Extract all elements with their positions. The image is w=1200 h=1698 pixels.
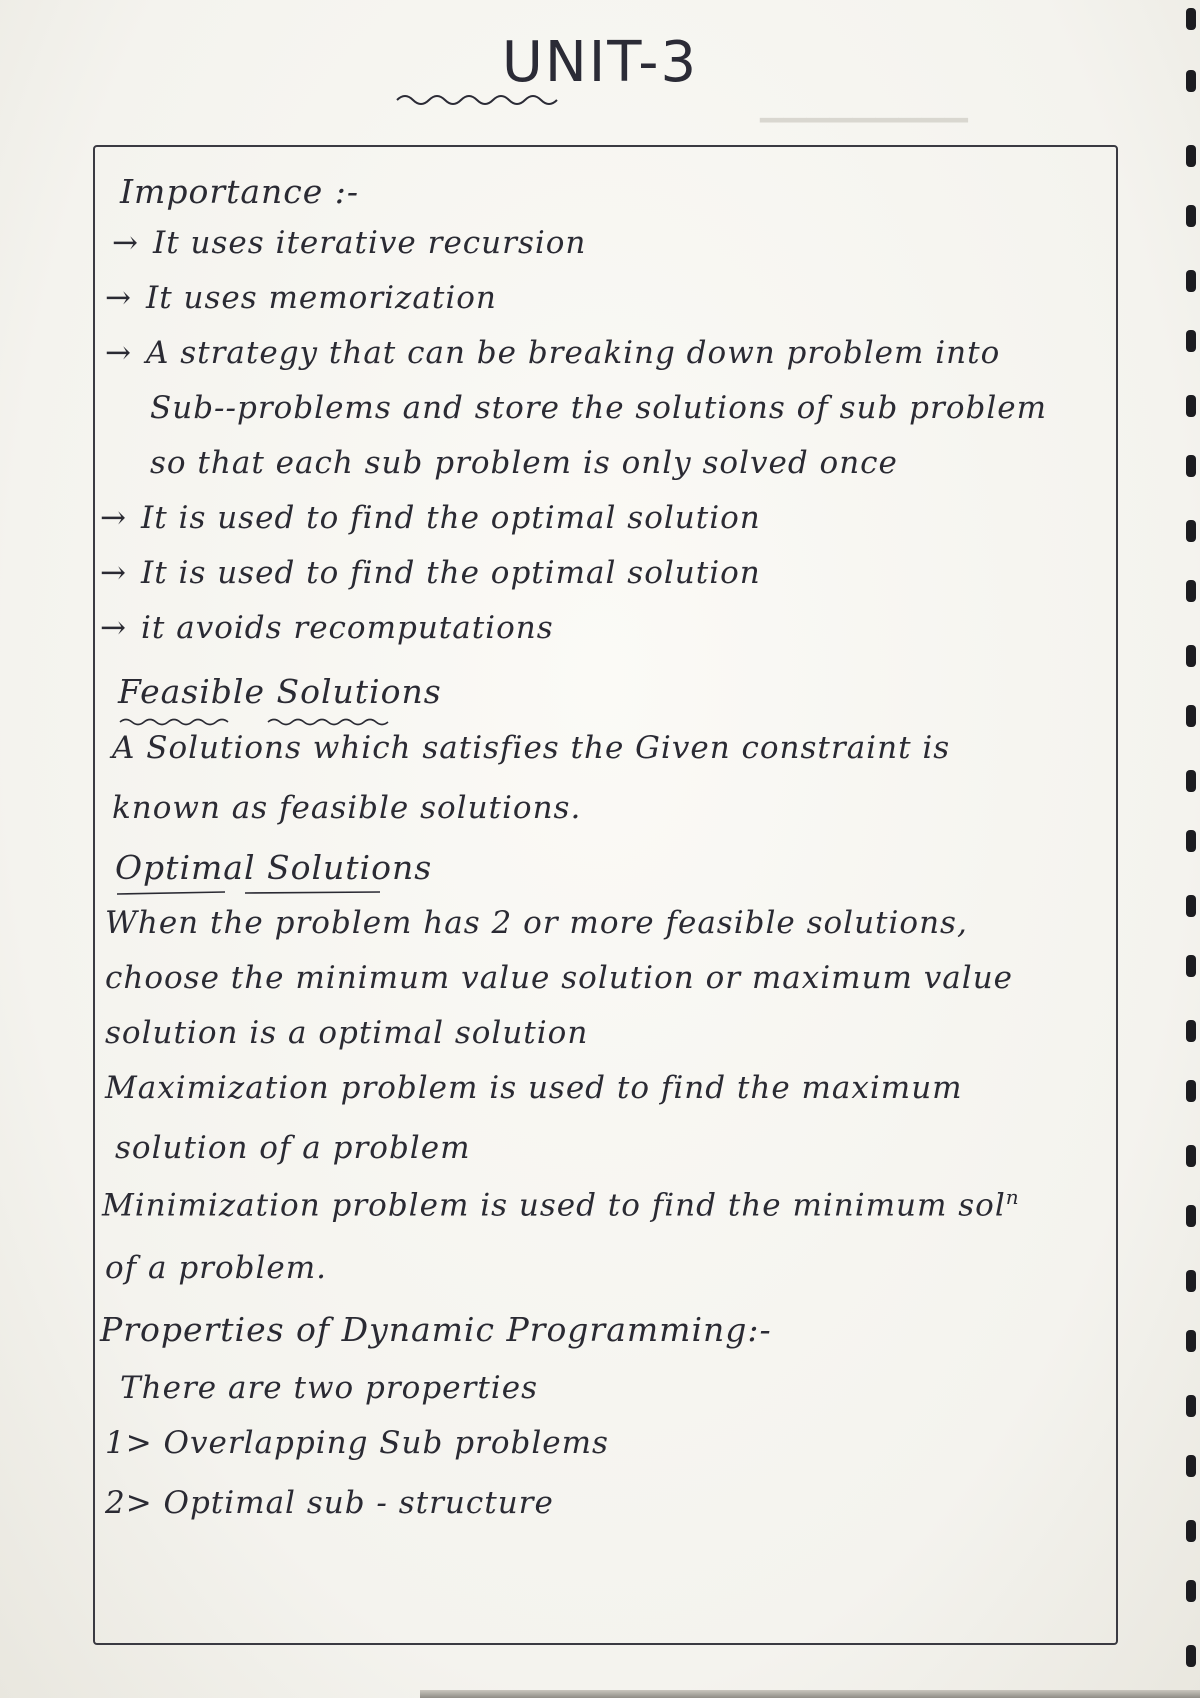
importance-item (100, 500, 761, 536)
importance-item-text: It uses memorization (145, 280, 497, 316)
optimal-line: of a problem. (105, 1250, 328, 1286)
optimal-line: When the problem has 2 or more feasible solutions, (105, 905, 968, 941)
feasible-line: known as feasible solutions. (112, 790, 582, 826)
importance-item-continued: Sub--problems and store the solutions of sub problem (150, 390, 1048, 426)
spiral-binding (1180, 0, 1200, 1698)
arrow-icon: → (100, 610, 127, 646)
feasible-line: A Solutions which satisfies the Given constraint is (112, 730, 951, 766)
importance-item-text: It uses iterative recursion (152, 225, 587, 261)
optimal-line: solution of a problem (115, 1130, 471, 1166)
importance-item (105, 280, 497, 316)
importance-item (100, 610, 554, 646)
importance-underline (120, 212, 320, 224)
optimal-line: choose the minimum value solution or maximum value (105, 960, 1014, 996)
optimal-line: Maximization problem is used to find the maximum (105, 1070, 963, 1106)
importance-item (112, 225, 586, 261)
importance-item-continued: so that each sub problem is only solved once (150, 445, 898, 481)
title-squiggle (395, 90, 565, 106)
arrow-icon: → (105, 280, 132, 316)
properties-item: 2> Optimal sub - structure (105, 1485, 554, 1521)
feasible-heading: Feasible Solutions (118, 672, 442, 711)
properties-intro: There are two properties (120, 1370, 538, 1406)
importance-item-text: it avoids recomputations (140, 610, 554, 646)
arrow-icon: → (100, 500, 127, 536)
optimal-line (102, 1185, 1020, 1223)
importance-item-text: It is used to find the optimal solution (140, 500, 761, 536)
bleed-through-text: ▁▁▁▁▁▁▁▁▁ (760, 88, 968, 123)
feasible-underline (118, 716, 408, 728)
properties-item: 1> Overlapping Sub problems (105, 1425, 609, 1461)
page-bottom-edge (420, 1690, 1200, 1698)
properties-heading: Properties of Dynamic Programming:- (100, 1310, 772, 1349)
importance-item (105, 335, 1000, 371)
arrow-icon: → (105, 335, 132, 371)
importance-heading: Importance :- (120, 172, 360, 211)
arrow-icon: → (100, 555, 127, 591)
importance-item (100, 555, 761, 591)
superscript: n (1005, 1185, 1020, 1209)
importance-item-text: It is used to find the optimal solution (140, 555, 761, 591)
optimal-underline (115, 888, 385, 900)
page-title: UNIT-3 (501, 30, 699, 95)
optimal-heading: Optimal Solutions (115, 848, 433, 887)
arrow-icon: → (112, 225, 139, 261)
optimal-line: solution is a optimal solution (105, 1015, 589, 1051)
optimal-line-text: Minimization problem is used to find the minimum sol (102, 1187, 1006, 1224)
importance-item-text: A strategy that can be breaking down problem into (145, 335, 1001, 371)
